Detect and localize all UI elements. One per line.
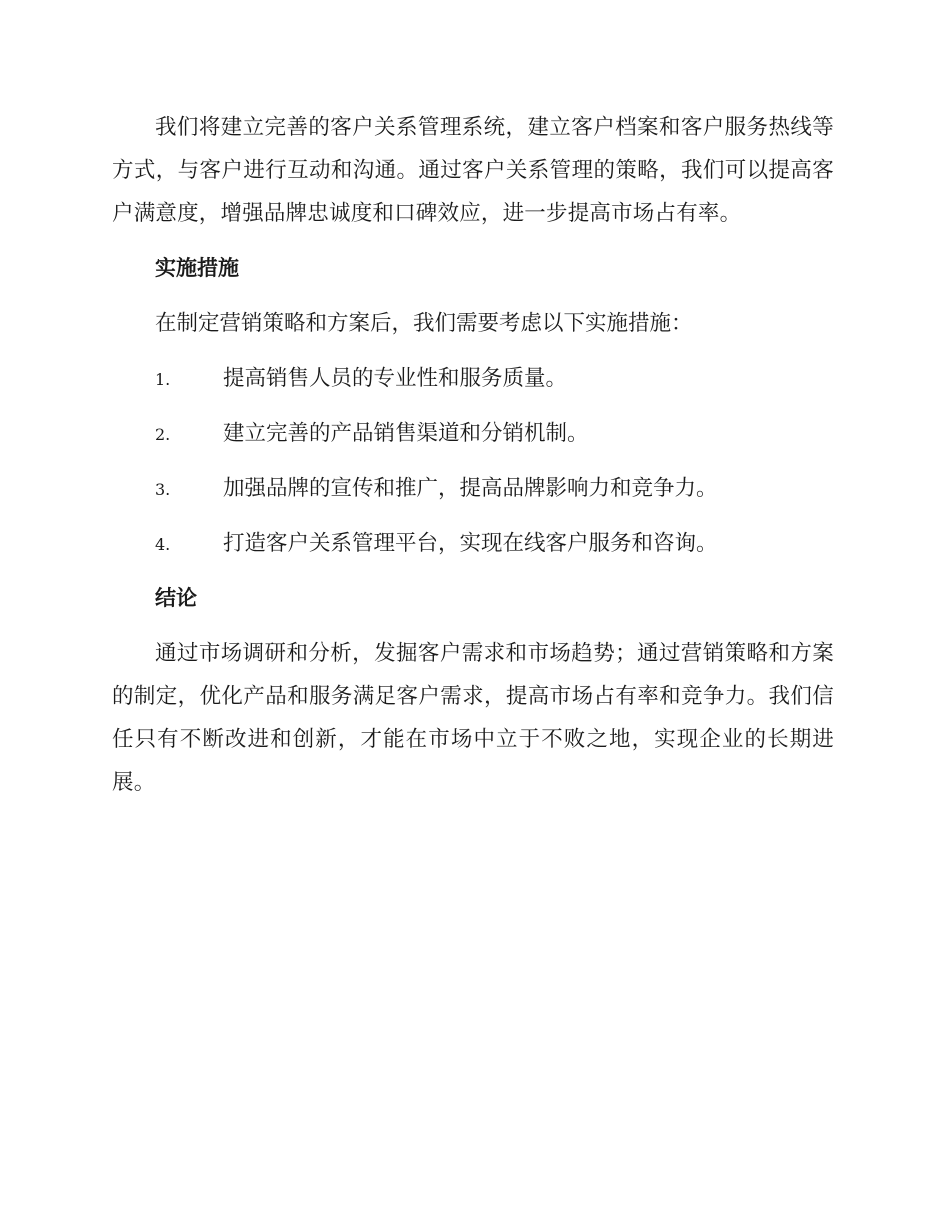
list-item-number: 4. <box>155 535 171 554</box>
list-item-text: 建立完善的产品销售渠道和分销机制。 <box>223 421 589 446</box>
list-item <box>155 522 834 565</box>
list-item-number: 3. <box>155 480 171 499</box>
list-item-number: 1. <box>155 370 171 389</box>
list-item <box>155 412 834 455</box>
implementation-intro: 在制定营销策略和方案后，我们需要考虑以下实施措施： <box>155 311 693 336</box>
implementation-list <box>112 357 834 565</box>
list-item <box>155 357 834 400</box>
list-item-text: 提高销售人员的专业性和服务质量。 <box>223 366 568 391</box>
list-item-text: 加强品牌的宣传和推广，提高品牌影响力和竞争力。 <box>223 476 718 501</box>
heading-implementation: 实施措施 <box>155 256 239 280</box>
list-item-text: 打造客户关系管理平台，实现在线客户服务和咨询。 <box>223 531 718 556</box>
document-page <box>112 106 834 816</box>
paragraph-conclusion: 通过市场调研和分析，发掘客户需求和市场趋势；通过营销策略和方案的制定，优化产品和服务满足客户需求，提高市场占有率和竞争力。我们信任只有不断改进和创新，才能在市场中立于不败之地，实现企业的长期进展。 <box>112 641 834 795</box>
list-item <box>155 467 834 510</box>
list-item-number: 2. <box>155 425 171 444</box>
paragraph-crm: 我们将建立完善的客户关系管理系统，建立客户档案和客户服务热线等方式，与客户进行互动和沟通。通过客户关系管理的策略，我们可以提高客户满意度，增强品牌忠诚度和口碑效应，进一步提高市场占有率。 <box>112 115 834 226</box>
heading-conclusion: 结论 <box>155 586 197 610</box>
